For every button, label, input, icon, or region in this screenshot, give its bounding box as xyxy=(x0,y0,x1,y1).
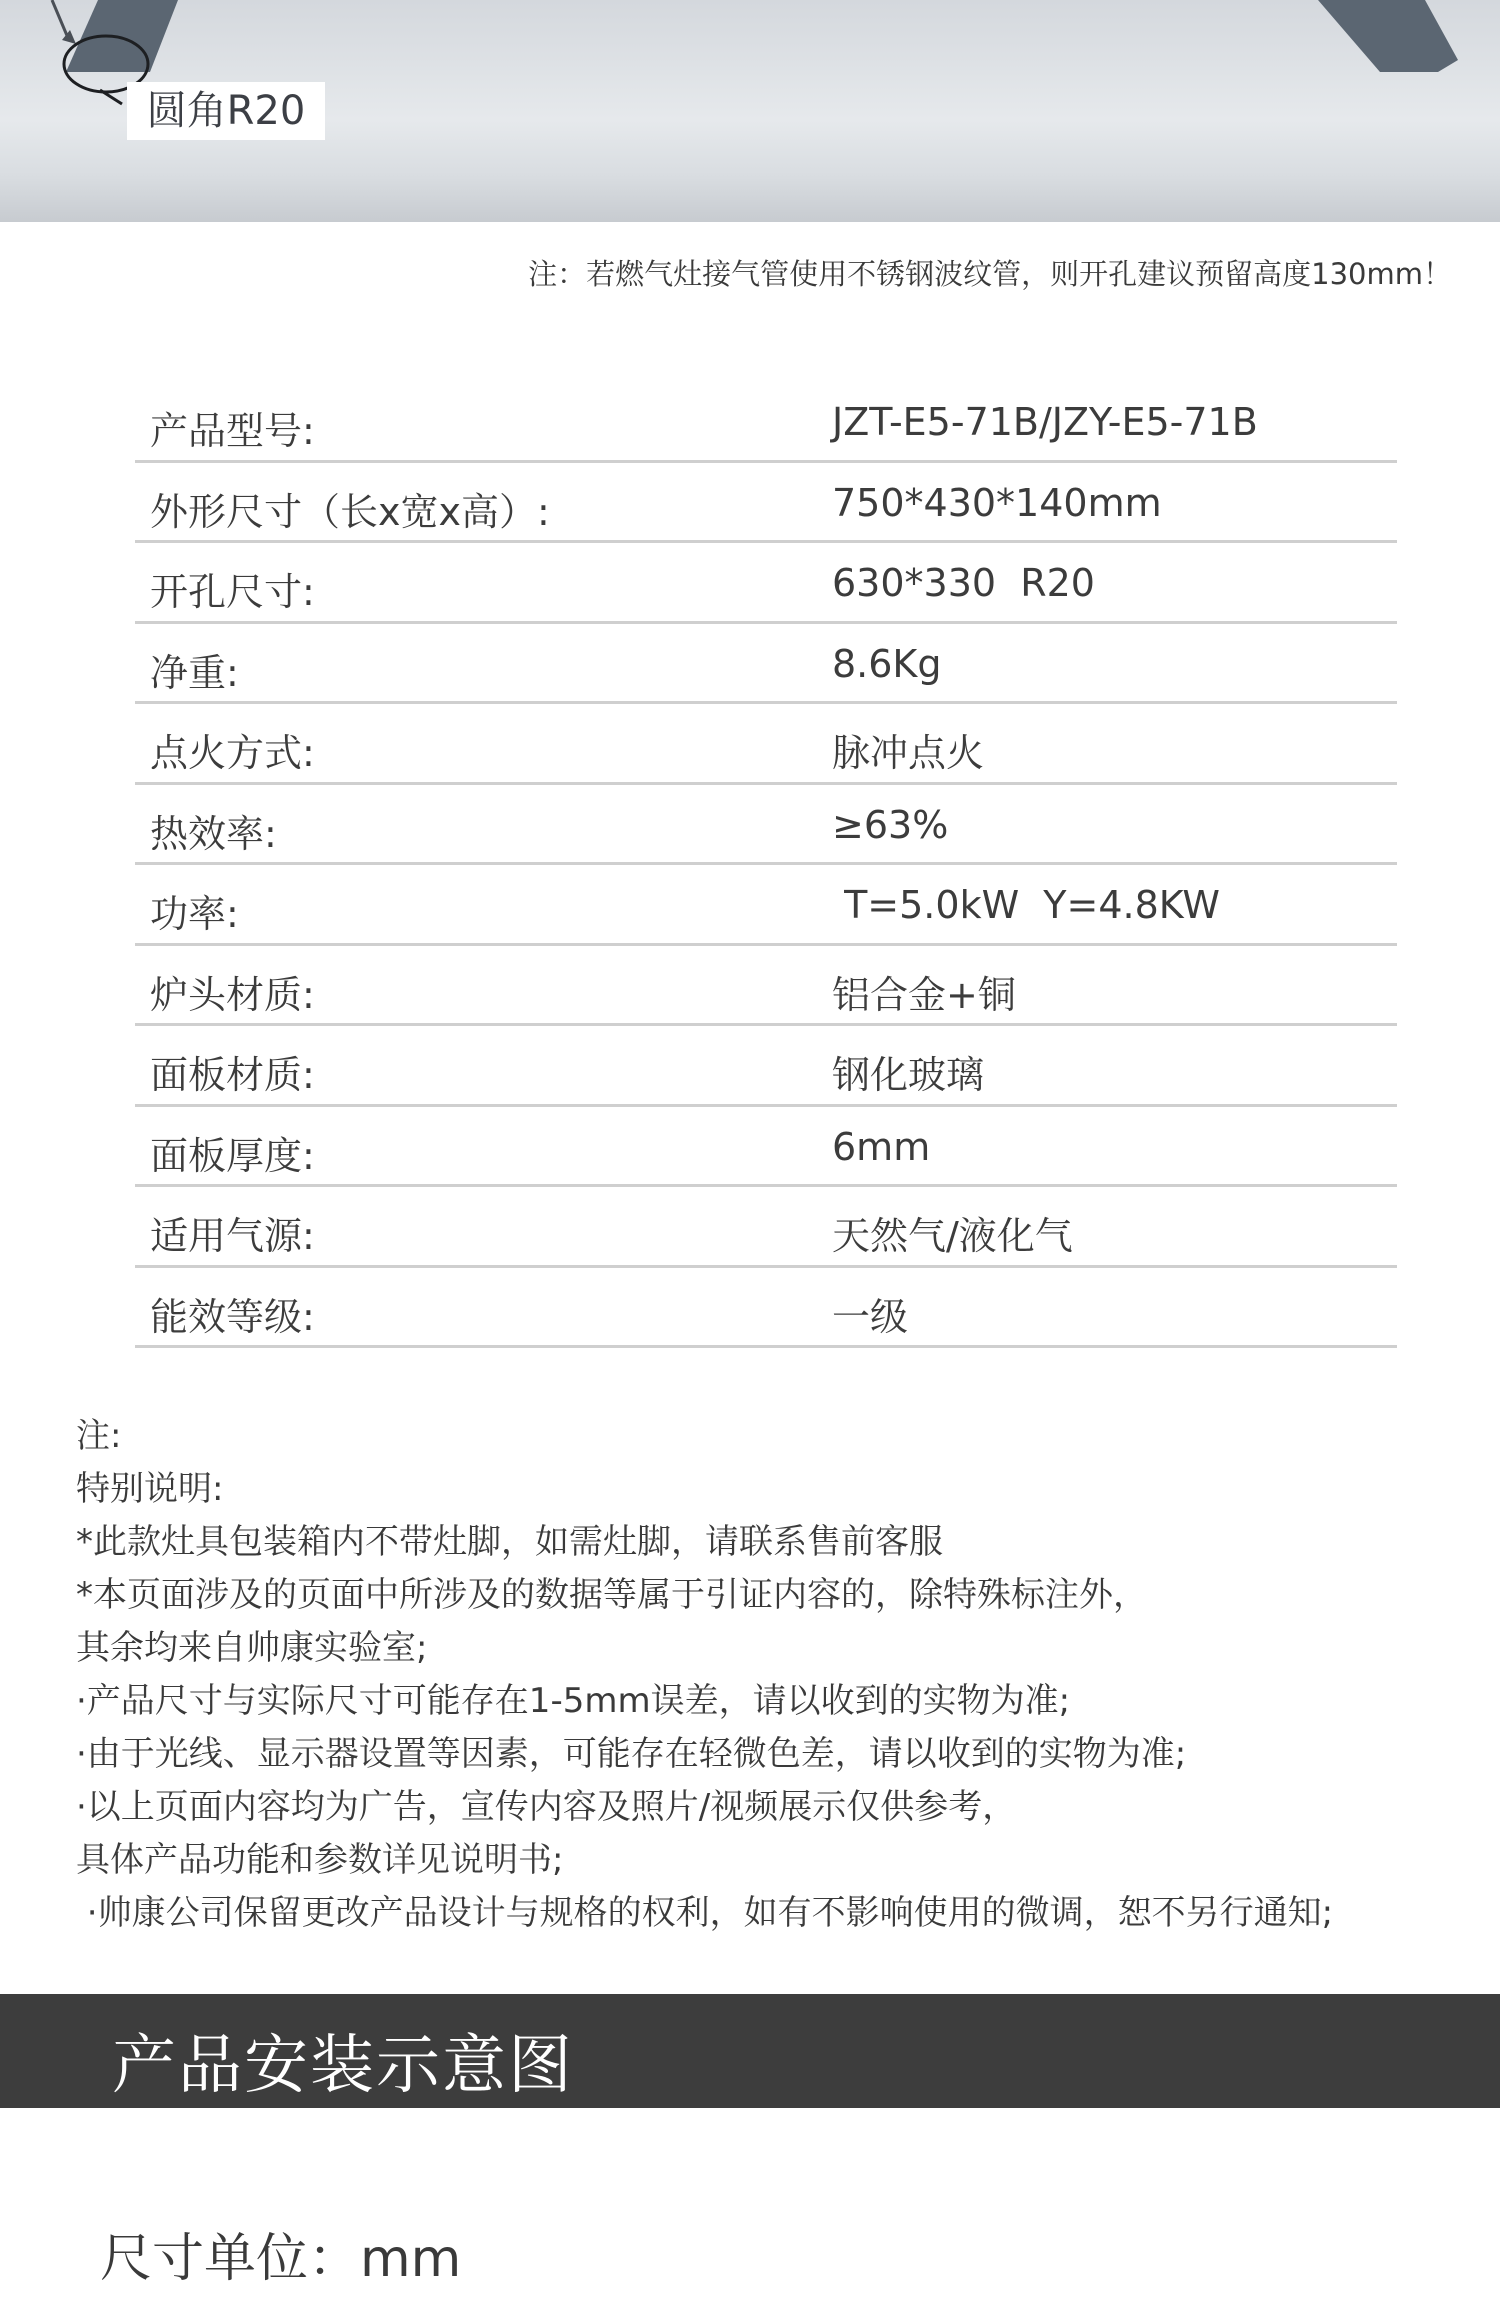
spec-label: 净重: xyxy=(150,650,239,695)
spec-value: 天然气/液化气 xyxy=(832,1214,1073,1258)
spec-row xyxy=(135,463,1397,544)
install-section-title: 产品安装示意图 xyxy=(112,2029,574,2103)
note-line: ·帅康公司保留更改产品设计与规格的权利，如有不影响使用的微调，恕不另行通知; xyxy=(76,1893,1334,1933)
spec-label: 开孔尺寸: xyxy=(150,570,315,614)
corner-radius-label: 圆角R20 xyxy=(127,82,325,140)
notes-block xyxy=(76,1410,1476,1940)
note-line: 注: xyxy=(76,1416,122,1456)
spec-label: 面板材质: xyxy=(150,1053,315,1097)
spec-value: 8.6Kg xyxy=(832,641,942,686)
right-cutout-edge xyxy=(1318,0,1458,72)
note-line: ·产品尺寸与实际尺寸可能存在1-5mm误差，请以收到的实物为准; xyxy=(76,1681,1071,1721)
spec-row xyxy=(135,1026,1397,1107)
spec-row xyxy=(135,1268,1397,1349)
spec-row xyxy=(135,785,1397,866)
note-line: ·由于光线、显示器设置等因素，可能存在轻微色差，请以收到的实物为准; xyxy=(76,1734,1187,1774)
spec-value: JZT-E5-71B/JZY-E5-71B xyxy=(832,400,1258,444)
spec-row xyxy=(135,1107,1397,1188)
spec-value: 铝合金+铜 xyxy=(832,972,1016,1017)
cutout-diagram xyxy=(0,0,1500,222)
spec-label: 功率: xyxy=(150,892,239,936)
spec-row xyxy=(135,382,1397,463)
spec-value: 750*430*140mm xyxy=(832,480,1162,525)
gas-pipe-note: 注：若燃气灶接气管使用不锈钢波纹管，则开孔建议预留高度130mm！ xyxy=(528,257,1452,291)
note-line: 其余均来自帅康实验室; xyxy=(76,1628,428,1668)
spec-value: 630*330 R20 xyxy=(832,561,1095,605)
spec-row xyxy=(135,543,1397,624)
spec-value: 钢化玻璃 xyxy=(832,1053,985,1097)
spec-value: 脉冲点火 xyxy=(832,731,985,775)
spec-value: T=5.0kW Y=4.8KW xyxy=(832,883,1220,927)
note-line: 特别说明: xyxy=(76,1469,224,1509)
spec-value: 6mm xyxy=(832,1124,931,1169)
dimension-arrow xyxy=(52,0,68,38)
note-line: *此款灶具包装箱内不带灶脚，如需灶脚，请联系售前客服 xyxy=(76,1522,943,1562)
spec-row xyxy=(135,704,1397,785)
note-line: ·以上页面内容均为广告，宣传内容及照片/视频展示仅供参考， xyxy=(76,1787,1017,1827)
spec-row xyxy=(135,624,1397,705)
note-line: *本页面涉及的页面中所涉及的数据等属于引证内容的，除特殊标注外， xyxy=(76,1575,1147,1615)
spec-value: ≥63% xyxy=(832,802,949,847)
spec-label: 能效等级: xyxy=(150,1294,315,1339)
spec-row xyxy=(135,1187,1397,1268)
spec-row xyxy=(135,946,1397,1027)
spec-label: 外形尺寸（长x宽x高）: xyxy=(150,489,550,534)
spec-label: 产品型号: xyxy=(150,409,315,453)
left-cutout-edge xyxy=(66,0,178,72)
note-line: 具体产品功能和参数详见说明书; xyxy=(76,1840,564,1880)
spec-label: 点火方式: xyxy=(150,731,315,775)
spec-label: 适用气源: xyxy=(150,1214,315,1258)
dimension-unit-label: 尺寸单位：mm xyxy=(100,2229,462,2289)
spec-label: 面板厚度: xyxy=(150,1133,315,1178)
spec-value: 一级 xyxy=(832,1294,909,1339)
spec-row xyxy=(135,865,1397,946)
spec-table xyxy=(135,382,1397,1348)
spec-label: 炉头材质: xyxy=(150,972,315,1017)
install-section-header xyxy=(0,1994,1500,2108)
spec-label: 热效率: xyxy=(150,811,277,856)
